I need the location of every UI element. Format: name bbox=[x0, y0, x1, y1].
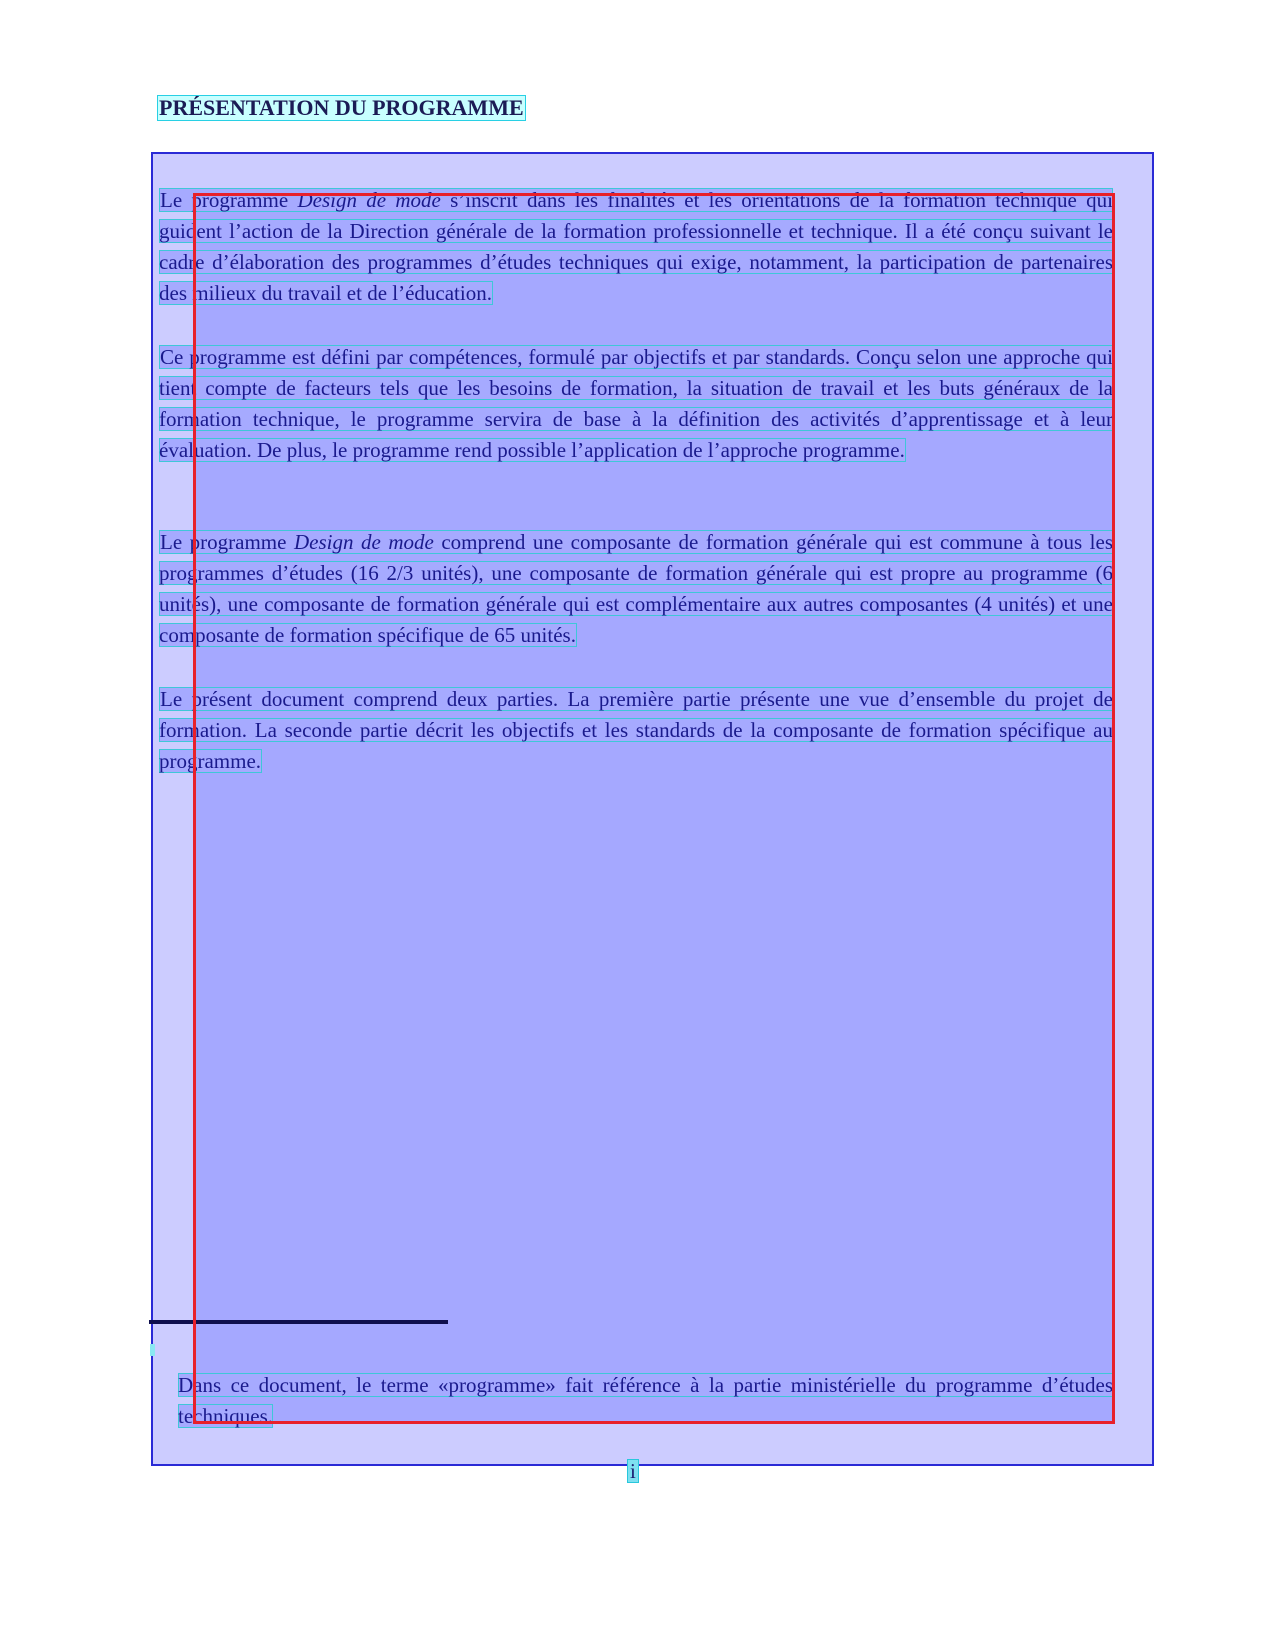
program-name-italic: Design de mode bbox=[293, 530, 434, 554]
page-number: i bbox=[627, 1459, 639, 1483]
paragraph-2-text: Ce programme est défini par compétences, formulé par objectifs et par standards. Conçu selon une approche qui tient compte de facteurs tels que les besoins de formation, la situation de travail et les buts généraux de la formation technique, le programme servira de base à la définition des activités d’apprentissage et à leur évaluation. De plus, le programme rend possible l’application de l’approche programme. bbox=[159, 345, 1113, 462]
paragraph-1-text: Le programme Design de mode s’inscrit dans les finalités et les orientations de la formation technique qui guident l’action de la Direction générale de la formation professionnelle et technique. Il a été conçu suivant le cadre d’élaboration des programmes d’études techniques qui exige, notamment, la participation de partenaires des milieux du travail et de l’éducation. bbox=[159, 188, 1113, 305]
paragraph-1 bbox=[159, 185, 1113, 309]
paragraph-4-text: Le présent document comprend deux parties. La première partie présente une vue d’ensemble du projet de formation. La seconde partie décrit les objectifs et les standards de la composante de formation spécifique au programme. bbox=[159, 687, 1113, 773]
paragraph-2 bbox=[159, 342, 1113, 466]
footnote bbox=[178, 1370, 1113, 1432]
paragraph-3 bbox=[159, 527, 1113, 651]
footnote-separator bbox=[149, 1320, 448, 1324]
page-title: PRÉSENTATION DU PROGRAMME bbox=[159, 95, 524, 120]
footnote-text: Dans ce document, le terme «programme» fait référence à la partie ministérielle du programme d’études techniques. bbox=[178, 1373, 1113, 1428]
paragraph-4 bbox=[159, 684, 1113, 777]
program-name-italic: Design de mode bbox=[297, 188, 441, 212]
paragraph-3-text: Le programme Design de mode comprend une composante de formation générale qui est commune à tous les programmes d’études (16 2/3 unités), une composante de formation générale qui est propre au programme (6 unités), une composante de formation générale qui est complémentaire aux autres composantes (4 unités) et une composante de formation spécifique de 65 unités. bbox=[159, 530, 1113, 647]
footnote-marker bbox=[150, 1344, 155, 1356]
